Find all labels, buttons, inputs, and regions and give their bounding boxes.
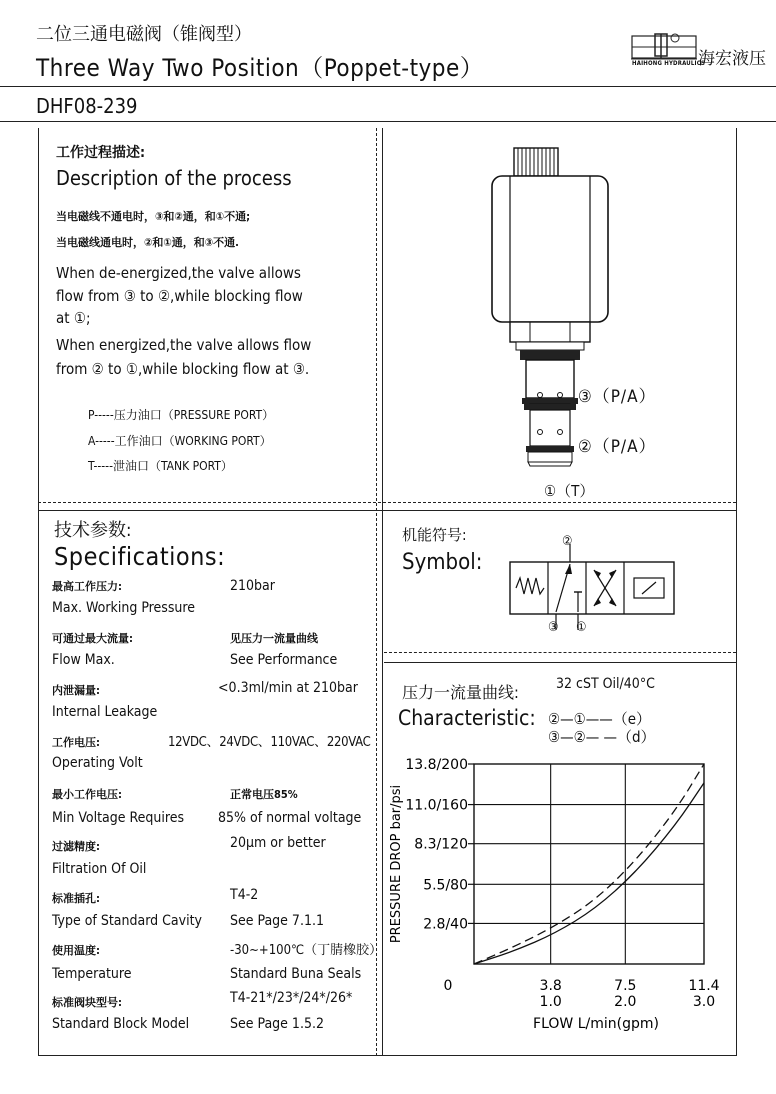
- specs-heading-cn: 技术参数:: [54, 520, 132, 541]
- spec-value2-cavity: See Page 7.1.1: [230, 913, 324, 929]
- spec-value-cavity: T4-2: [230, 887, 259, 903]
- center-divider: [382, 128, 383, 1056]
- section-divider-2: [384, 652, 736, 653]
- symbol-port-top: ②: [562, 534, 573, 549]
- description-cn-line-1: 当电磁线不通电时，③和②通，和①不通;: [56, 210, 251, 223]
- spec-value2-min-voltage: 85% of normal voltage: [218, 810, 362, 826]
- chart-y-tick-label: 8.3/120: [414, 836, 468, 853]
- model-number: DHF08-239: [36, 94, 138, 118]
- legend-e: ②—①——（e）: [548, 710, 652, 728]
- spec-cn-temperature: 使用温度:: [52, 944, 100, 957]
- section-divider-1: [38, 502, 736, 503]
- logo-text: HAIHONG HYDRAULICS: [632, 60, 706, 67]
- description-para1-line2: flow from ③ to ②,while blocking flow: [56, 287, 303, 305]
- characteristic-heading-en: Characteristic:: [398, 706, 536, 730]
- symbol-port-bottom-left: ③: [548, 620, 559, 635]
- model-divider: [0, 121, 776, 122]
- spec-cn-voltage: 工作电压:: [52, 736, 100, 749]
- symbol-port-bottom-right: ①: [576, 620, 587, 635]
- spec-en-block-model: Standard Block Model: [52, 1016, 190, 1032]
- chart-series-d: [474, 764, 704, 964]
- chart-x-tick-label-gpm: 2.0: [614, 994, 637, 1010]
- oil-specification: 32 cST Oil/40°C: [556, 676, 655, 692]
- pressure-flow-chart: [386, 752, 732, 1042]
- legend-d: ③—②— —（d）: [548, 728, 656, 746]
- spec-cn-cavity: 标准插孔:: [52, 892, 100, 905]
- description-para1-line3: at ①;: [56, 309, 91, 327]
- chart-x-tick-label-lpm: 7.5: [614, 978, 637, 994]
- spec-en-temperature: Temperature: [52, 966, 132, 982]
- chart-y-tick-label: 2.8/40: [423, 916, 468, 933]
- port-working: A-----工作油口（WORKING PORT）: [88, 434, 272, 448]
- spec-value2-temperature: Standard Buna Seals: [230, 966, 362, 982]
- spec-cn-flow-max: 可通过最大流量:: [52, 632, 133, 645]
- chart-y-axis-label: PRESSURE DROP bar/psi: [389, 784, 404, 944]
- spec-value-min-voltage: 正常电压85%: [230, 788, 298, 801]
- description-heading-cn: 工作过程描述:: [56, 145, 146, 161]
- spec-en-filtration: Filtration Of Oil: [52, 861, 147, 877]
- spec-value-filtration: 20μm or better: [230, 835, 326, 851]
- chart-y-tick-label: 13.8/200: [405, 757, 468, 773]
- valve-port-2: ②（P/A）: [578, 437, 657, 457]
- chart-series-e: [474, 783, 704, 964]
- spec-cn-max-pressure: 最高工作压力:: [52, 580, 122, 593]
- header-divider: [0, 86, 776, 87]
- symbol-heading-en: Symbol:: [402, 550, 483, 575]
- hydraulic-symbol: [506, 534, 686, 638]
- spec-value-temperature: -30~+100℃（丁腈橡胶）: [230, 943, 383, 958]
- section-divider-1b: [38, 510, 736, 511]
- description-cn-line-2: 当电磁线通电时，②和①通，和③不通.: [56, 236, 239, 249]
- spec-en-cavity: Type of Standard Cavity: [52, 913, 202, 929]
- section-divider-2b: [384, 662, 736, 663]
- spec-cn-leakage: 内泄漏量:: [52, 684, 100, 697]
- spec-value-voltage: 12VDC、24VDC、110VAC、220VAC: [168, 735, 371, 750]
- spec-en-max-pressure: Max. Working Pressure: [52, 600, 196, 616]
- chart-x-tick-label-lpm: 3.8: [539, 978, 562, 994]
- symbol-heading-cn: 机能符号:: [402, 526, 467, 544]
- description-heading-en: Description of the process: [56, 166, 292, 190]
- spec-en-min-voltage: Min Voltage Requires: [52, 810, 185, 826]
- description-para1-line1: When de-energized,the valve allows: [56, 264, 301, 282]
- chart-plot-area: [474, 764, 704, 964]
- port-pressure: P-----压力油口（PRESSURE PORT）: [88, 408, 275, 422]
- spec-value-max-pressure: 210bar: [230, 578, 275, 594]
- spec-value2-block-model: See Page 1.5.2: [230, 1016, 324, 1032]
- spec-cn-filtration: 过滤精度:: [52, 840, 100, 853]
- specs-heading-en: Specifications:: [54, 542, 226, 571]
- spec-cn-min-voltage: 最小工作电压:: [52, 788, 122, 801]
- chart-x-tick-label-gpm: 1.0: [539, 994, 562, 1010]
- spec-value-block-model: T4-21*/23*/24*/26*: [230, 990, 353, 1006]
- chart-x-tick-label-lpm: 0: [443, 978, 453, 994]
- characteristic-heading-cn: 压力一流量曲线:: [402, 683, 519, 702]
- spec-value-flow-max: 见压力一流量曲线: [230, 632, 318, 645]
- spec-value2-flow-max: See Performance: [230, 652, 338, 668]
- company-chinese-name: 海宏液压: [698, 49, 766, 69]
- title-english: Three Way Two Position（Poppet-type）: [36, 54, 485, 82]
- frame-right: [736, 128, 737, 1056]
- valve-port-3: ③（P/A）: [578, 387, 657, 407]
- center-divider-dashed: [376, 128, 377, 1056]
- valve-port-1: ①（T）: [544, 482, 595, 500]
- description-para2-line1: When energized,the valve allows flow: [56, 336, 312, 354]
- spec-value-leakage: <0.3ml/min at 210bar: [218, 680, 358, 696]
- spec-en-voltage: Operating Volt: [52, 755, 143, 771]
- chart-y-tick-label: 11.0/160: [405, 797, 468, 814]
- frame-bottom: [38, 1055, 736, 1056]
- title-chinese: 二位三通电磁阀（锥阀型）: [36, 24, 252, 45]
- description-para2-line2: from ② to ①,while blocking flow at ③.: [56, 360, 310, 378]
- spec-en-leakage: Internal Leakage: [52, 704, 158, 720]
- port-tank: T-----泄油口（TANK PORT）: [88, 459, 233, 473]
- frame-left: [38, 128, 39, 1056]
- spec-en-flow-max: Flow Max.: [52, 652, 115, 668]
- chart-x-tick-label-lpm: 11.4: [688, 978, 720, 994]
- chart-y-tick-label: 5.5/80: [423, 877, 468, 894]
- spec-cn-block-model: 标准阀块型号:: [52, 996, 122, 1009]
- chart-x-tick-label-gpm: 3.0: [692, 994, 716, 1010]
- chart-x-axis-label: FLOW L/min(gpm): [533, 1016, 659, 1032]
